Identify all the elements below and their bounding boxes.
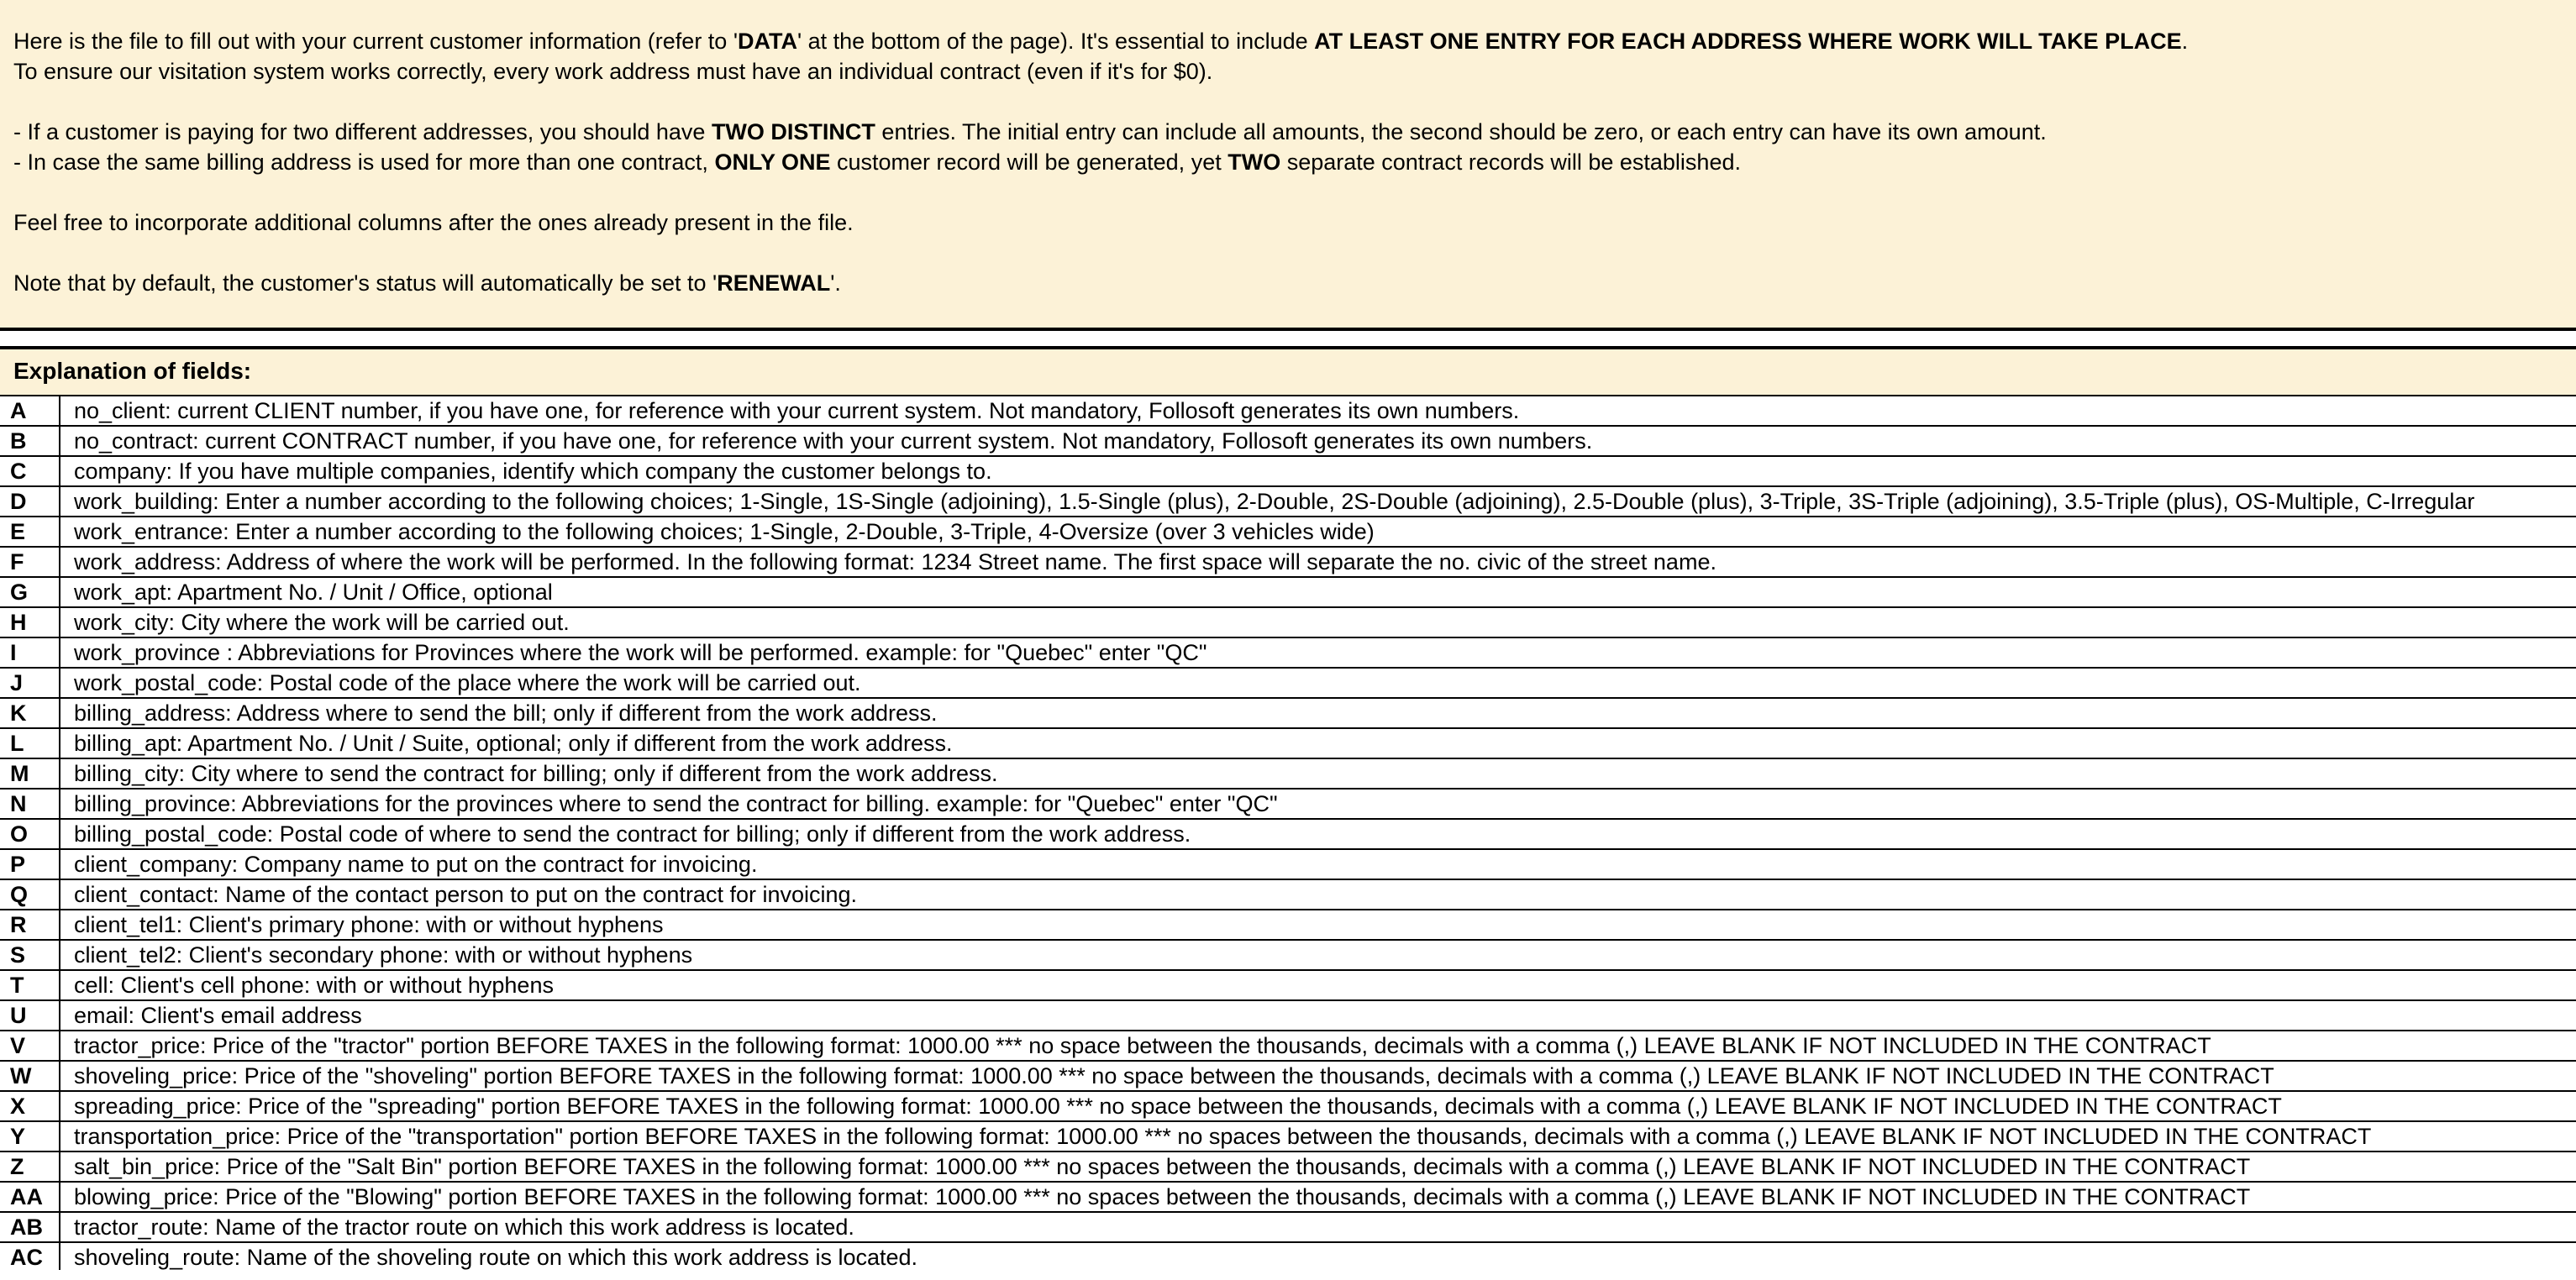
table-row[interactable]: [0, 638, 2576, 669]
column-letter-cell[interactable]: AB: [0, 1213, 60, 1241]
field-description-cell[interactable]: billing_city: City where to send the contract for billing; only if different from the work address.: [74, 761, 998, 786]
column-letter-cell[interactable]: A: [0, 396, 60, 425]
table-row[interactable]: [0, 850, 2576, 880]
field-description-cell[interactable]: no_client: current CLIENT number, if you have one, for reference with your current system. Not mandatory, Follosoft generates its own numbers.: [74, 398, 1520, 423]
column-letter-cell[interactable]: U: [0, 1001, 60, 1030]
intro-bold: AT LEAST ONE ENTRY FOR EACH ADDRESS WHERE WORK WILL TAKE PLACE: [1314, 29, 2182, 54]
column-letter-cell[interactable]: N: [0, 790, 60, 818]
field-description-cell[interactable]: billing_postal_code: Postal code of where to send the contract for billing; only if different from the work address.: [74, 821, 1191, 847]
field-description-cell[interactable]: shoveling_price: Price of the "shoveling" portion BEFORE TAXES in the following format: 1000.00 *** no space between the thousands, decimals with a comma (,) LEAVE BLANK IF NOT INCLUDED IN THE CONTRACT: [74, 1063, 2274, 1089]
intro-text: separate contract records will be established.: [1280, 150, 1741, 175]
table-row[interactable]: [0, 548, 2576, 578]
table-row[interactable]: [0, 1152, 2576, 1183]
fields-table: [0, 396, 2576, 1273]
column-letter-cell[interactable]: K: [0, 699, 60, 727]
fields-explanation-title: Explanation of fields:: [13, 358, 252, 384]
intro-text: - In case the same billing address is used for more than one contract,: [13, 150, 715, 175]
field-description-cell[interactable]: work_building: Enter a number according to the following choices; 1-Single, 1S-Single (adjoining), 1.5-Single (plus), 2-Double, 2S-Double (adjoining), 2.5-Double (plus), 3-Triple, 3S-Triple (adjoining), 3.5-Triple (plus), OS-Multiple, C-Irregular: [74, 489, 2475, 514]
field-description-cell[interactable]: work_apt: Apartment No. / Unit / Office, optional: [74, 580, 553, 605]
table-row[interactable]: [0, 457, 2576, 487]
intro-bold: RENEWAL: [717, 270, 831, 296]
column-letter-cell[interactable]: R: [0, 910, 60, 939]
column-letter-cell[interactable]: Q: [0, 880, 60, 909]
column-letter-cell[interactable]: S: [0, 941, 60, 969]
intro-paragraph-6: [13, 269, 841, 297]
field-description-cell[interactable]: billing_address: Address where to send the bill; only if different from the work address.: [74, 700, 938, 726]
table-row[interactable]: [0, 910, 2576, 941]
field-description-cell[interactable]: spreading_price: Price of the "spreading" portion BEFORE TAXES in the following format: 1000.00 *** no space between the thousands, decimals with a comma (,) LEAVE BLANK IF NOT INCLUDED IN THE CONTRACT: [74, 1094, 2282, 1119]
table-row[interactable]: [0, 1001, 2576, 1031]
field-description-cell[interactable]: client_contact: Name of the contact person to put on the contract for invoicing.: [74, 882, 858, 907]
column-letter-cell[interactable]: D: [0, 487, 60, 516]
intro-paragraph-1: [13, 27, 2188, 55]
intro-paragraph-3: [13, 118, 2047, 146]
field-description-cell[interactable]: work_postal_code: Postal code of the place where the work will be carried out.: [74, 670, 861, 695]
intro-text: .: [2181, 29, 2189, 54]
field-description-cell[interactable]: shoveling_route: Name of the shoveling route on which this work address is located.: [74, 1245, 918, 1270]
table-row[interactable]: [0, 1213, 2576, 1243]
column-letter-cell[interactable]: W: [0, 1062, 60, 1090]
table-row[interactable]: [0, 880, 2576, 910]
table-row[interactable]: [0, 578, 2576, 608]
table-row[interactable]: [0, 729, 2576, 759]
table-row[interactable]: [0, 699, 2576, 729]
table-row[interactable]: [0, 1122, 2576, 1152]
field-description-cell[interactable]: billing_province: Abbreviations for the provinces where to send the contract for billing. example: for "Quebec" enter "QC": [74, 791, 1278, 816]
field-description-cell[interactable]: salt_bin_price: Price of the "Salt Bin" portion BEFORE TAXES in the following format: 1000.00 *** no spaces between the thousands, decimals with a comma (,) LEAVE BLANK IF NOT INCLUDED IN THE CONTRACT: [74, 1154, 2251, 1179]
table-row[interactable]: [0, 971, 2576, 1001]
field-description-cell[interactable]: tractor_price: Price of the "tractor" portion BEFORE TAXES in the following format: 1000.00 *** no space between the thousands, decimals with a comma (,) LEAVE BLANK IF NOT INCLUDED IN THE CONTRACT: [74, 1033, 2211, 1058]
field-description-cell[interactable]: client_company: Company name to put on the contract for invoicing.: [74, 852, 758, 877]
column-letter-cell[interactable]: E: [0, 517, 60, 546]
field-description-cell[interactable]: client_tel1: Client's primary phone: with or without hyphens: [74, 912, 664, 937]
column-letter-cell[interactable]: F: [0, 548, 60, 576]
table-row[interactable]: [0, 1092, 2576, 1122]
column-letter-cell[interactable]: AA: [0, 1183, 60, 1211]
column-letter-cell[interactable]: C: [0, 457, 60, 485]
column-letter-cell[interactable]: Z: [0, 1152, 60, 1181]
column-letter-cell[interactable]: L: [0, 729, 60, 758]
intro-paragraph-5: Feel free to incorporate additional columns after the ones already present in the file.: [13, 210, 854, 235]
field-description-cell[interactable]: billing_apt: Apartment No. / Unit / Suite, optional; only if different from the work address.: [74, 731, 953, 756]
table-row[interactable]: [0, 427, 2576, 457]
intro-text: entries. The initial entry can include all amounts, the second should be zero, or each entry can have its own amount.: [875, 119, 2047, 144]
field-description-cell[interactable]: cell: Client's cell phone: with or without hyphens: [74, 973, 554, 998]
field-description-cell[interactable]: no_contract: current CONTRACT number, if you have one, for reference with your current system. Not mandatory, Follosoft generates its own numbers.: [74, 428, 1593, 454]
table-row[interactable]: [0, 790, 2576, 820]
column-letter-cell[interactable]: P: [0, 850, 60, 879]
field-description-cell[interactable]: client_tel2: Client's secondary phone: with or without hyphens: [74, 942, 693, 968]
instructions-panel: [0, 0, 2576, 331]
field-description-cell[interactable]: work_province : Abbreviations for Provinces where the work will be performed. example: for "Quebec" enter "QC": [74, 640, 1207, 665]
field-description-cell[interactable]: email: Client's email address: [74, 1003, 362, 1028]
column-letter-cell[interactable]: AC: [0, 1243, 60, 1272]
column-letter-cell[interactable]: G: [0, 578, 60, 606]
column-letter-cell[interactable]: V: [0, 1031, 60, 1060]
column-letter-cell[interactable]: M: [0, 759, 60, 788]
fields-explanation-header: [0, 349, 2576, 396]
table-row[interactable]: [0, 759, 2576, 790]
intro-paragraph-4: [13, 148, 1741, 176]
table-row[interactable]: [0, 820, 2576, 850]
column-letter-cell[interactable]: I: [0, 638, 60, 667]
table-row[interactable]: [0, 517, 2576, 548]
separator-band: [0, 331, 2576, 349]
intro-bold: TWO: [1228, 150, 1281, 175]
field-description-cell[interactable]: blowing_price: Price of the "Blowing" portion BEFORE TAXES in the following format: 1000.00 *** no spaces between the thousands, decimals with a comma (,) LEAVE BLANK IF NOT INCLUDED IN THE CONTRACT: [74, 1184, 2251, 1209]
field-description-cell[interactable]: work_entrance: Enter a number according to the following choices; 1-Single, 2-Double, 3-Triple, 4-Oversize (over 3 vehicles wide): [74, 519, 1375, 544]
column-letter-cell[interactable]: T: [0, 971, 60, 999]
column-letter-cell[interactable]: B: [0, 427, 60, 455]
field-description-cell[interactable]: tractor_route: Name of the tractor route on which this work address is located.: [74, 1214, 854, 1240]
intro-paragraph-2: To ensure our visitation system works correctly, every work address must have an individual contract (even if it's for $0).: [13, 59, 1213, 84]
column-letter-cell[interactable]: Y: [0, 1122, 60, 1151]
intro-text: '.: [830, 270, 841, 296]
intro-text: customer record will be generated, yet: [830, 150, 1228, 175]
intro-bold: TWO DISTINCT: [711, 119, 875, 144]
table-row[interactable]: [0, 608, 2576, 638]
intro-bold: DATA: [737, 29, 797, 54]
intro-text: ' at the bottom of the page). It's essential to include: [796, 29, 1315, 54]
intro-text: Note that by default, the customer's status will automatically be set to ': [13, 270, 718, 296]
table-row[interactable]: [0, 396, 2576, 427]
column-letter-cell[interactable]: H: [0, 608, 60, 637]
table-row[interactable]: [0, 1062, 2576, 1092]
field-description-cell[interactable]: work_address: Address of where the work will be performed. In the following format: 1234 Street name. The first space will separate the no. civic of the street name.: [74, 549, 1716, 574]
intro-text: - If a customer is paying for two different addresses, you should have: [13, 119, 712, 144]
table-row[interactable]: [0, 941, 2576, 971]
table-row[interactable]: [0, 669, 2576, 699]
field-description-cell[interactable]: company: If you have multiple companies, identify which company the customer belongs to.: [74, 459, 992, 484]
column-letter-cell[interactable]: J: [0, 669, 60, 697]
field-description-cell[interactable]: work_city: City where the work will be carried out.: [74, 610, 570, 635]
table-row[interactable]: [0, 1031, 2576, 1062]
column-letter-cell[interactable]: X: [0, 1092, 60, 1120]
field-description-cell[interactable]: transportation_price: Price of the "transportation" portion BEFORE TAXES in the following format: 1000.00 *** no spaces between the thousands, decimals with a comma (,) LEAVE BLANK IF NOT INCLUDED IN THE CONTRACT: [74, 1124, 2372, 1149]
intro-text: Here is the file to fill out with your current customer information (refer to ': [13, 29, 738, 54]
table-row[interactable]: [0, 1183, 2576, 1213]
table-bottom: [0, 1270, 2576, 1280]
table-row[interactable]: [0, 1243, 2576, 1273]
column-letter-cell[interactable]: O: [0, 820, 60, 848]
intro-bold: ONLY ONE: [714, 150, 831, 175]
table-row[interactable]: [0, 487, 2576, 517]
